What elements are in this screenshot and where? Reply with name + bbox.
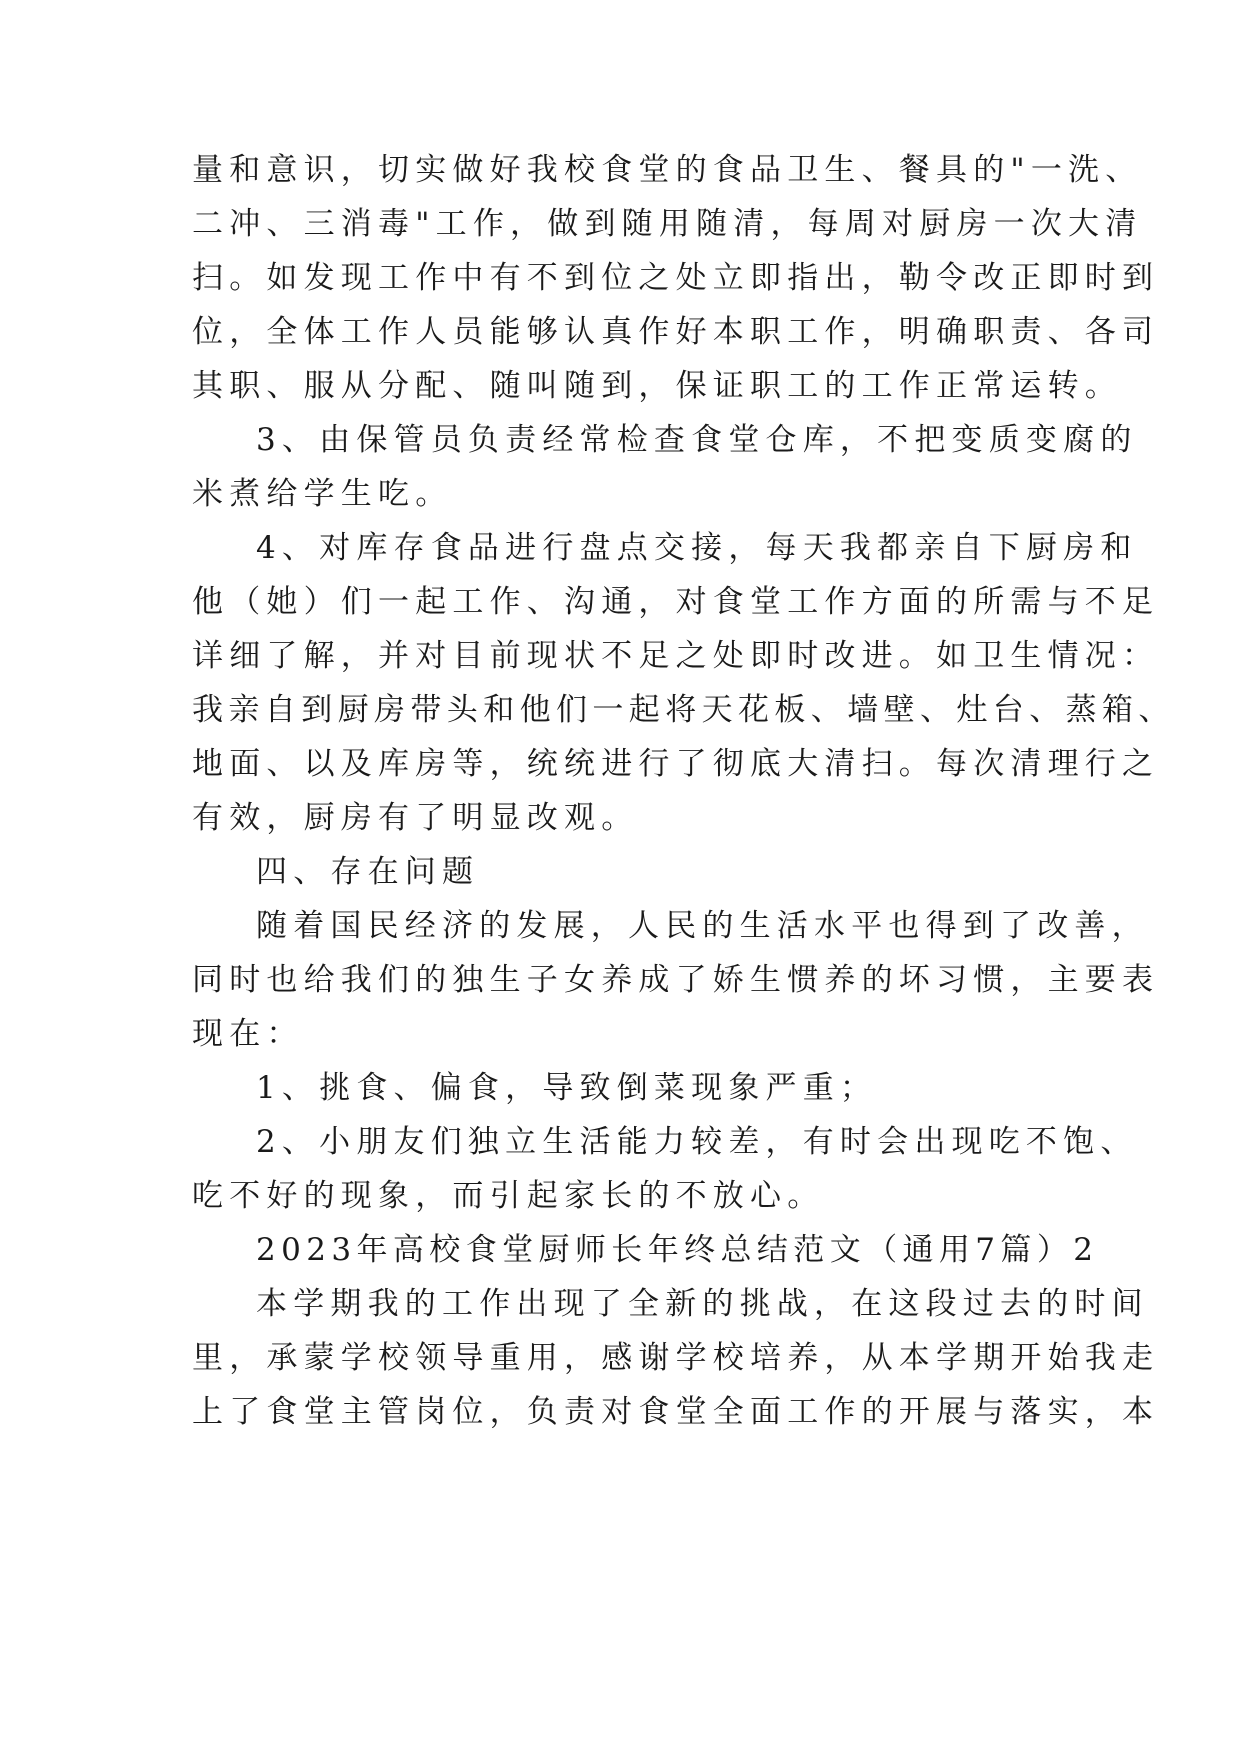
- text-line: 详细了解，并对目前现状不足之处即时改进。如卫生情况：: [192, 638, 1160, 674]
- text-line: 里，承蒙学校领导重用，感谢学校培养，从本学期开始我走: [192, 1340, 1160, 1376]
- text-line: 二冲、三消毒"工作，做到随用随清，每周对厨房一次大清: [192, 206, 1143, 242]
- article-title: 2023年高校食堂厨师长年终总结范文（通用7篇）2: [256, 1232, 1099, 1268]
- text-line: 他（她）们一起工作、沟通，对食堂工作方面的所需与不足: [192, 584, 1160, 620]
- text-line: 米煮给学生吃。: [192, 476, 453, 512]
- text-line: 现在：: [192, 1016, 304, 1052]
- text-line: 3、由保管员负责经常检查食堂仓库，不把变质变腐的: [256, 422, 1138, 458]
- text-line: 本学期我的工作出现了全新的挑战，在这段过去的时间: [256, 1286, 1149, 1322]
- text-line: 吃不好的现象，而引起家长的不放心。: [192, 1178, 825, 1214]
- text-line: 地面、以及库房等，统统进行了彻底大清扫。每次清理行之: [192, 746, 1160, 782]
- text-line: 我亲自到厨房带头和他们一起将天花板、墙壁、灶台、蒸箱、: [192, 692, 1175, 728]
- text-line: 位，全体工作人员能够认真作好本职工作，明确职责、各司: [192, 314, 1160, 350]
- text-line: 2、小朋友们独立生活能力较差，有时会出现吃不饱、: [256, 1124, 1138, 1160]
- text-line: 扫。如发现工作中有不到位之处立即指出，勒令改正即时到: [192, 260, 1160, 296]
- text-line: 量和意识，切实做好我校食堂的食品卫生、餐具的"一洗、: [192, 152, 1143, 188]
- text-line: 其职、服从分配、随叫随到，保证职工的工作正常运转。: [192, 368, 1122, 404]
- text-line: 上了食堂主管岗位，负责对食堂全面工作的开展与落实，本: [192, 1394, 1160, 1430]
- text-line: 1、挑食、偏食，导致倒菜现象严重；: [256, 1070, 878, 1106]
- section-heading: 四、存在问题: [256, 854, 480, 890]
- text-line: 有效，厨房有了明显改观。: [192, 800, 639, 836]
- text-line: 同时也给我们的独生子女养成了娇生惯养的坏习惯，主要表: [192, 962, 1160, 998]
- text-line: 4、对库存食品进行盘点交接，每天我都亲自下厨房和: [256, 530, 1138, 566]
- text-line: 随着国民经济的发展，人民的生活水平也得到了改善，: [256, 908, 1149, 944]
